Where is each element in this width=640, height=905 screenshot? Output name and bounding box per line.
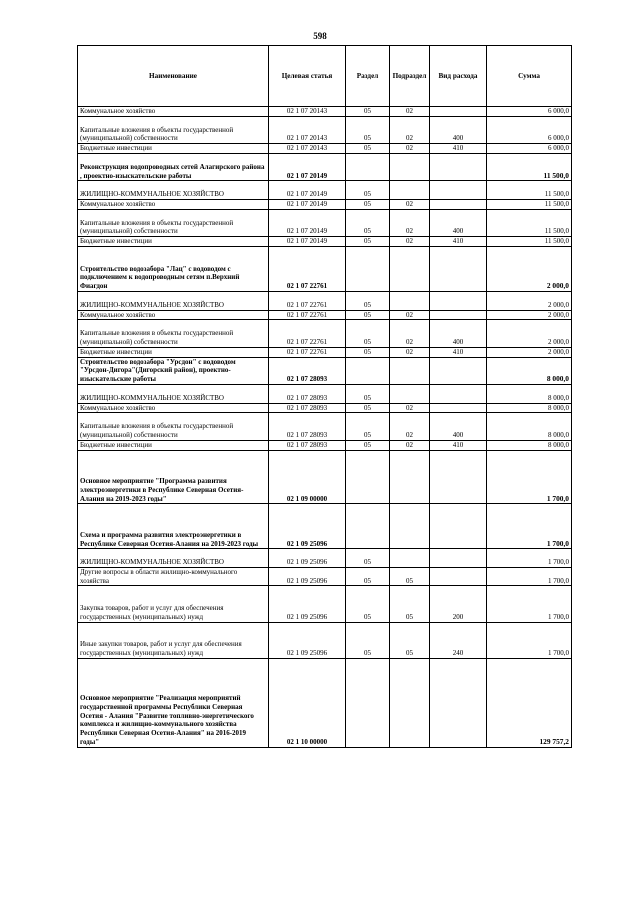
cell-expense-type — [430, 291, 487, 310]
cell-subsection: 02 — [390, 440, 430, 450]
cell-name: Закупка товаров, работ и услуг для обеспечения государственных (муниципальных) нужд — [78, 586, 269, 622]
cell-amount: 6 000,0 — [487, 107, 572, 117]
cell-target-code: 02 1 07 28093 — [269, 440, 346, 450]
cell-section: 05 — [346, 440, 390, 450]
cell-section: 05 — [346, 199, 390, 209]
cell-section — [346, 658, 390, 747]
cell-amount: 129 757,2 — [487, 658, 572, 747]
cell-section — [346, 246, 390, 291]
cell-amount: 8 000,0 — [487, 357, 572, 384]
cell-subsection: 02 — [390, 320, 430, 347]
table-row — [78, 209, 572, 236]
cell-expense-type: 240 — [430, 622, 487, 658]
cell-expense-type — [430, 107, 487, 117]
cell-expense-type: 410 — [430, 144, 487, 154]
cell-target-code: 02 1 07 28093 — [269, 384, 346, 403]
cell-target-code: 02 1 07 20149 — [269, 237, 346, 247]
cell-expense-type — [430, 153, 487, 180]
cell-section: 05 — [346, 291, 390, 310]
cell-subsection: 02 — [390, 413, 430, 440]
cell-subsection: 02 — [390, 237, 430, 247]
header-amount: Сумма — [487, 46, 572, 107]
table-row — [78, 291, 572, 310]
cell-section: 05 — [346, 107, 390, 117]
cell-target-code: 02 1 09 25096 — [269, 567, 346, 586]
cell-expense-type: 410 — [430, 347, 487, 357]
table-row — [78, 413, 572, 440]
header-section: Раздел — [346, 46, 390, 107]
cell-amount: 6 000,0 — [487, 116, 572, 143]
cell-target-code: 02 1 07 20143 — [269, 116, 346, 143]
cell-subsection — [390, 549, 430, 568]
cell-subsection: 05 — [390, 622, 430, 658]
table-row — [78, 144, 572, 154]
cell-subsection — [390, 357, 430, 384]
table-row — [78, 107, 572, 117]
cell-target-code: 02 1 07 20143 — [269, 144, 346, 154]
cell-name: Бюджетные инвестиции — [78, 347, 269, 357]
cell-name: Другие вопросы в области жилищно-коммунального хозяйства — [78, 567, 269, 586]
cell-target-code: 02 1 07 20149 — [269, 199, 346, 209]
cell-expense-type — [430, 181, 487, 200]
cell-subsection: 02 — [390, 347, 430, 357]
table-row — [78, 440, 572, 450]
cell-section: 05 — [346, 567, 390, 586]
cell-expense-type: 200 — [430, 586, 487, 622]
cell-target-code: 02 1 07 28093 — [269, 413, 346, 440]
cell-name: ЖИЛИЩНО-КОММУНАЛЬНОЕ ХОЗЯЙСТВО — [78, 384, 269, 403]
cell-subsection — [390, 384, 430, 403]
cell-section: 05 — [346, 347, 390, 357]
cell-name: Схема и программа развития электроэнергетики в Республике Северная Осетия-Алания на 2019-2023 годы — [78, 504, 269, 549]
cell-name: Бюджетные инвестиции — [78, 237, 269, 247]
header-code: Целевая статья — [269, 46, 346, 107]
table-row — [78, 310, 572, 320]
cell-target-code: 02 1 07 22761 — [269, 246, 346, 291]
cell-name: Коммунальное хозяйство — [78, 310, 269, 320]
cell-expense-type — [430, 310, 487, 320]
cell-subsection: 05 — [390, 567, 430, 586]
page-number: 598 — [313, 31, 327, 41]
table-row — [78, 622, 572, 658]
cell-subsection — [390, 246, 430, 291]
budget-table — [77, 45, 572, 748]
cell-amount: 2 000,0 — [487, 246, 572, 291]
cell-target-code: 02 1 07 28093 — [269, 357, 346, 384]
cell-amount: 11 500,0 — [487, 209, 572, 236]
cell-amount: 11 500,0 — [487, 181, 572, 200]
cell-name: Строительство водозабора "Урсдон" с водоводом "Урсдон-Дигора"(Дигорский район), проектно-изыскательские работы — [78, 357, 269, 384]
cell-section: 05 — [346, 622, 390, 658]
cell-subsection — [390, 153, 430, 180]
cell-name: ЖИЛИЩНО-КОММУНАЛЬНОЕ ХОЗЯЙСТВО — [78, 549, 269, 568]
cell-subsection: 02 — [390, 116, 430, 143]
cell-target-code: 02 1 10 00000 — [269, 658, 346, 747]
cell-target-code: 02 1 07 20149 — [269, 209, 346, 236]
table-row — [78, 658, 572, 747]
cell-expense-type — [430, 549, 487, 568]
cell-subsection: 02 — [390, 209, 430, 236]
cell-subsection — [390, 450, 430, 504]
cell-amount: 11 500,0 — [487, 199, 572, 209]
cell-expense-type — [430, 199, 487, 209]
cell-target-code: 02 1 09 25096 — [269, 504, 346, 549]
cell-subsection: 05 — [390, 586, 430, 622]
cell-name: Основное мероприятие "Программа развития электроэнергетики в Республике Северная Осетия-Алания на 2019-2023 годы" — [78, 450, 269, 504]
cell-expense-type — [430, 504, 487, 549]
header-subsection: Подраздел — [390, 46, 430, 107]
cell-target-code: 02 1 07 28093 — [269, 403, 346, 413]
cell-amount: 6 000,0 — [487, 144, 572, 154]
cell-amount: 8 000,0 — [487, 413, 572, 440]
cell-name: Основное мероприятие "Реализация мероприятий государственной программы Республики Северная Осетия - Алания "Развитие топливно-энергетического комплекса и жилищно-коммунального хозяйства Республики Северная Осетия-Алания" на 2016-2019 годы" — [78, 658, 269, 747]
cell-amount: 1 700,0 — [487, 504, 572, 549]
header-name: Наименование — [78, 46, 269, 107]
cell-amount: 2 000,0 — [487, 320, 572, 347]
cell-target-code: 02 1 07 22761 — [269, 310, 346, 320]
cell-name: ЖИЛИЩНО-КОММУНАЛЬНОЕ ХОЗЯЙСТВО — [78, 291, 269, 310]
table-row — [78, 403, 572, 413]
cell-name: Реконструкция водопроводных сетей Алагирского района , проектно-изыскательские работы — [78, 153, 269, 180]
cell-section: 05 — [346, 403, 390, 413]
cell-name: Коммунальное хозяйство — [78, 403, 269, 413]
table-row — [78, 549, 572, 568]
table-row — [78, 347, 572, 357]
cell-amount: 11 500,0 — [487, 237, 572, 247]
table-row — [78, 237, 572, 247]
cell-amount: 2 000,0 — [487, 347, 572, 357]
cell-name: Бюджетные инвестиции — [78, 440, 269, 450]
cell-section — [346, 357, 390, 384]
cell-amount: 2 000,0 — [487, 291, 572, 310]
cell-expense-type — [430, 658, 487, 747]
cell-amount: 1 700,0 — [487, 450, 572, 504]
cell-name: Коммунальное хозяйство — [78, 107, 269, 117]
cell-subsection: 02 — [390, 403, 430, 413]
cell-target-code: 02 1 07 20143 — [269, 107, 346, 117]
cell-section — [346, 504, 390, 549]
cell-subsection — [390, 291, 430, 310]
cell-amount: 11 500,0 — [487, 153, 572, 180]
cell-section: 05 — [346, 144, 390, 154]
table-row — [78, 116, 572, 143]
cell-expense-type: 400 — [430, 116, 487, 143]
cell-section: 05 — [346, 549, 390, 568]
cell-amount: 8 000,0 — [487, 440, 572, 450]
cell-expense-type: 400 — [430, 320, 487, 347]
cell-section: 05 — [346, 237, 390, 247]
cell-amount: 2 000,0 — [487, 310, 572, 320]
cell-name: Капитальные вложения в объекты государственной (муниципальной) собственности — [78, 209, 269, 236]
cell-target-code: 02 1 09 25096 — [269, 549, 346, 568]
cell-name: Коммунальное хозяйство — [78, 199, 269, 209]
table-row — [78, 504, 572, 549]
cell-expense-type: 400 — [430, 413, 487, 440]
table-row — [78, 450, 572, 504]
cell-amount: 8 000,0 — [487, 403, 572, 413]
header-expense-type: Вид расхода — [430, 46, 487, 107]
cell-expense-type — [430, 450, 487, 504]
cell-target-code: 02 1 07 22761 — [269, 347, 346, 357]
cell-amount: 1 700,0 — [487, 586, 572, 622]
cell-section: 05 — [346, 181, 390, 200]
table-row — [78, 567, 572, 586]
table-row — [78, 153, 572, 180]
table-row — [78, 384, 572, 403]
cell-amount: 1 700,0 — [487, 549, 572, 568]
cell-section: 05 — [346, 586, 390, 622]
cell-expense-type: 410 — [430, 440, 487, 450]
cell-target-code: 02 1 09 25096 — [269, 622, 346, 658]
table-row — [78, 357, 572, 384]
cell-amount: 8 000,0 — [487, 384, 572, 403]
cell-target-code: 02 1 09 25096 — [269, 586, 346, 622]
table-row — [78, 246, 572, 291]
cell-expense-type — [430, 246, 487, 291]
cell-name: ЖИЛИЩНО-КОММУНАЛЬНОЕ ХОЗЯЙСТВО — [78, 181, 269, 200]
table-row — [78, 181, 572, 200]
table-body — [78, 107, 572, 748]
table-row — [78, 199, 572, 209]
cell-expense-type — [430, 384, 487, 403]
cell-section: 05 — [346, 310, 390, 320]
cell-amount: 1 700,0 — [487, 622, 572, 658]
cell-target-code: 02 1 07 22761 — [269, 320, 346, 347]
cell-section: 05 — [346, 413, 390, 440]
cell-expense-type: 410 — [430, 237, 487, 247]
cell-subsection: 02 — [390, 199, 430, 209]
table-row — [78, 586, 572, 622]
cell-name: Капитальные вложения в объекты государственной (муниципальной) собственности — [78, 116, 269, 143]
cell-target-code: 02 1 07 20149 — [269, 181, 346, 200]
cell-target-code: 02 1 09 00000 — [269, 450, 346, 504]
cell-expense-type: 400 — [430, 209, 487, 236]
cell-target-code: 02 1 07 22761 — [269, 291, 346, 310]
cell-section — [346, 153, 390, 180]
cell-section: 05 — [346, 320, 390, 347]
cell-expense-type — [430, 357, 487, 384]
cell-subsection — [390, 658, 430, 747]
cell-name: Бюджетные инвестиции — [78, 144, 269, 154]
table-row — [78, 320, 572, 347]
table-header-row — [78, 46, 572, 107]
cell-name: Иные закупки товаров, работ и услуг для обеспечения государственных (муниципальных) нужд — [78, 622, 269, 658]
cell-expense-type — [430, 567, 487, 586]
cell-name: Строительство водозабора "Лац" с водоводом с подключением к водопроводным сетям п.Верхний Фиагдон — [78, 246, 269, 291]
cell-subsection: 02 — [390, 310, 430, 320]
cell-subsection: 02 — [390, 144, 430, 154]
cell-subsection — [390, 504, 430, 549]
cell-name: Капитальные вложения в объекты государственной (муниципальной) собственности — [78, 413, 269, 440]
cell-amount: 1 700,0 — [487, 567, 572, 586]
cell-target-code: 02 1 07 20149 — [269, 153, 346, 180]
cell-section: 05 — [346, 116, 390, 143]
cell-subsection: 02 — [390, 107, 430, 117]
cell-subsection — [390, 181, 430, 200]
cell-expense-type — [430, 403, 487, 413]
cell-name: Капитальные вложения в объекты государственной (муниципальной) собственности — [78, 320, 269, 347]
cell-section: 05 — [346, 384, 390, 403]
cell-section — [346, 450, 390, 504]
cell-section: 05 — [346, 209, 390, 236]
